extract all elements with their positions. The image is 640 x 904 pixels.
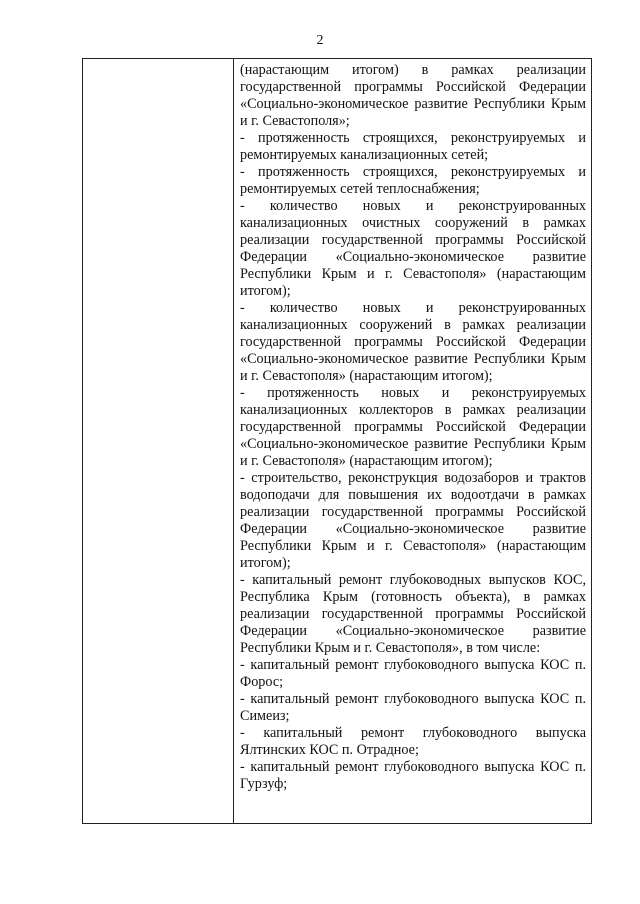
paragraph: - протяженность строящихся, реконструируемых и ремонтируемых канализационных сетей; bbox=[240, 130, 586, 163]
paragraph: (нарастающим итогом) в рамках реализации государственной программы Российской Федерации «Социально-экономическое развитие Республики Крым и г. Севастополя»; bbox=[240, 62, 586, 129]
paragraph: - капитальный ремонт глубоководного выпуска КОС п. Гурзуф; bbox=[240, 759, 586, 792]
page-number: 2 bbox=[316, 33, 324, 48]
paragraph: - капитальный ремонт глубоководного выпуска Ялтинских КОС п. Отрадное; bbox=[240, 725, 586, 758]
paragraph: - протяженность новых и реконструируемых канализационных коллекторов в рамках реализации государственной программы Российской Федерации «Социально-экономическое развитие Республики Крым и г. Севастополя» (нарастающим итогом); bbox=[240, 385, 586, 469]
paragraph: - количество новых и реконструированных канализационных сооружений в рамках реализации государственной программы Российской Федерации «Социально-экономическое развитие Республики Крым и г. Севастополя» (нарастающим итогом); bbox=[240, 300, 586, 384]
column-divider bbox=[233, 59, 234, 823]
indicators-table bbox=[82, 58, 592, 824]
indicators-cell bbox=[240, 62, 586, 793]
paragraph: - капитальный ремонт глубоководного выпуска КОС п. Форос; bbox=[240, 657, 586, 690]
paragraph: - строительство, реконструкция водозаборов и трактов водоподачи для повышения их водоотдачи в рамках реализации государственной программы Российской Федерации «Социально-экономическое развитие Республики Крым и г. Севастополя» (нарастающим итогом); bbox=[240, 470, 586, 571]
paragraph: - капитальный ремонт глубоководного выпуска КОС п. Симеиз; bbox=[240, 691, 586, 724]
paragraph: - капитальный ремонт глубоководных выпусков КОС, Республика Крым (готовность объекта), в рамках реализации государственной программы Российской Федерации «Социально-экономическое развитие Республики Крым и г. Севастополя», в том числе: bbox=[240, 572, 586, 656]
paragraph: - количество новых и реконструированных канализационных очистных сооружений в рамках реализации государственной программы Российской Федерации «Социально-экономическое развитие Республики Крым и г. Севастополя» (нарастающим итогом); bbox=[240, 198, 586, 299]
paragraph: - протяженность строящихся, реконструируемых и ремонтируемых сетей теплоснабжения; bbox=[240, 164, 586, 197]
